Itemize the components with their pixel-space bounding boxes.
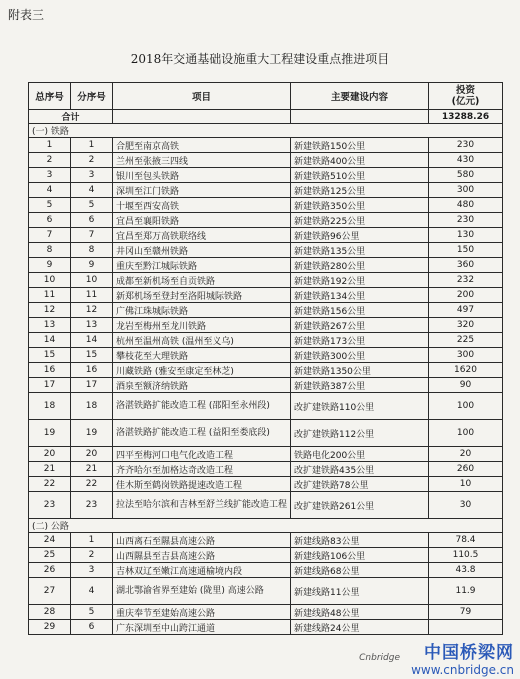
project-cell: 兰州至张掖三四线 xyxy=(113,153,291,168)
watermark-site-name: 中国桥梁网 xyxy=(424,643,514,663)
col-header-investment: 投资 (亿元) xyxy=(429,83,503,110)
total-no-cell: 22 xyxy=(29,477,71,492)
content-cell: 新建铁路350公里 xyxy=(291,198,429,213)
project-cell: 洛湛铁路扩能改造工程 (益阳至娄底段) xyxy=(113,420,291,447)
content-cell: 新建线路68公里 xyxy=(291,563,429,578)
investment-cell: 200 xyxy=(429,288,503,303)
total-no-cell: 3 xyxy=(29,168,71,183)
table-row xyxy=(29,288,503,303)
total-row xyxy=(29,110,503,124)
project-cell: 齐齐哈尔至加格达奇改造工程 xyxy=(113,462,291,477)
table-row xyxy=(29,318,503,333)
project-cell: 重庆奉节至建始高速公路 xyxy=(113,605,291,620)
content-cell: 新建铁路125公里 xyxy=(291,183,429,198)
sub-no-cell: 3 xyxy=(71,563,113,578)
total-no-cell: 26 xyxy=(29,563,71,578)
sub-no-cell: 8 xyxy=(71,243,113,258)
investment-cell: 430 xyxy=(429,153,503,168)
col-header-content: 主要建设内容 xyxy=(291,83,429,110)
investment-cell xyxy=(429,620,503,635)
project-cell: 深圳至江门铁路 xyxy=(113,183,291,198)
table-row xyxy=(29,620,503,635)
content-cell: 改扩建铁路435公里 xyxy=(291,462,429,477)
sub-no-cell: 14 xyxy=(71,333,113,348)
content-cell: 新建铁路1350公里 xyxy=(291,363,429,378)
sub-no-cell: 4 xyxy=(71,578,113,605)
table-row xyxy=(29,303,503,318)
content-cell: 新建铁路300公里 xyxy=(291,348,429,363)
total-no-cell: 10 xyxy=(29,273,71,288)
project-cell: 杭州至温州高铁 (温州至义乌) xyxy=(113,333,291,348)
content-cell: 新建铁路387公里 xyxy=(291,378,429,393)
project-cell: 湖北鄂渝省界至建始 (陇里) 高速公路 xyxy=(113,578,291,605)
project-cell: 拉法至哈尔滨和吉林至舒兰线扩能改造工程 xyxy=(113,492,291,519)
total-no-cell: 25 xyxy=(29,548,71,563)
investment-cell: 130 xyxy=(429,228,503,243)
content-cell: 新建铁路510公里 xyxy=(291,168,429,183)
sub-no-cell: 5 xyxy=(71,198,113,213)
investment-cell: 78.4 xyxy=(429,533,503,548)
content-cell: 新建线路106公里 xyxy=(291,548,429,563)
col-header-sub-no: 分序号 xyxy=(71,83,113,110)
investment-cell: 225 xyxy=(429,333,503,348)
section-title-road: (二) 公路 xyxy=(29,519,503,533)
content-cell: 新建铁路225公里 xyxy=(291,213,429,228)
table-row xyxy=(29,363,503,378)
project-cell: 成都至新机场至自贡铁路 xyxy=(113,273,291,288)
table-row xyxy=(29,393,503,420)
investment-cell: 580 xyxy=(429,168,503,183)
project-cell: 酒泉至额济纳铁路 xyxy=(113,378,291,393)
table-row xyxy=(29,258,503,273)
project-cell: 重庆至黔江城际铁路 xyxy=(113,258,291,273)
project-cell: 新郑机场至登封至洛阳城际铁路 xyxy=(113,288,291,303)
table-row xyxy=(29,153,503,168)
table-row xyxy=(29,447,503,462)
content-cell: 新建铁路173公里 xyxy=(291,333,429,348)
project-cell: 广东深圳至中山跨江通道 xyxy=(113,620,291,635)
table-row xyxy=(29,462,503,477)
investment-cell: 11.9 xyxy=(429,578,503,605)
investment-cell: 300 xyxy=(429,183,503,198)
table-row xyxy=(29,333,503,348)
content-cell: 改扩建铁路78公里 xyxy=(291,477,429,492)
total-no-cell: 11 xyxy=(29,288,71,303)
project-cell: 宜昌至襄阳铁路 xyxy=(113,213,291,228)
table-row xyxy=(29,533,503,548)
investment-cell: 79 xyxy=(429,605,503,620)
sub-no-cell: 11 xyxy=(71,288,113,303)
sub-no-cell: 6 xyxy=(71,620,113,635)
total-no-cell: 12 xyxy=(29,303,71,318)
table-row xyxy=(29,228,503,243)
watermark xyxy=(411,638,514,677)
total-no-cell: 20 xyxy=(29,447,71,462)
total-no-cell: 28 xyxy=(29,605,71,620)
sub-no-cell: 21 xyxy=(71,462,113,477)
table-row xyxy=(29,183,503,198)
content-cell: 新建铁路192公里 xyxy=(291,273,429,288)
sub-no-cell: 12 xyxy=(71,303,113,318)
project-cell: 井冈山至赣州铁路 xyxy=(113,243,291,258)
total-no-cell: 24 xyxy=(29,533,71,548)
investment-cell: 150 xyxy=(429,243,503,258)
appendix-label: 附表三 xyxy=(8,8,45,22)
watermark-logo: Cnbridge xyxy=(359,653,400,663)
table-row xyxy=(29,243,503,258)
table-row xyxy=(29,168,503,183)
investment-cell: 43.8 xyxy=(429,563,503,578)
table-row xyxy=(29,138,503,153)
content-cell: 新建铁路96公里 xyxy=(291,228,429,243)
investment-cell: 90 xyxy=(429,378,503,393)
table-row xyxy=(29,420,503,447)
sub-no-cell: 15 xyxy=(71,348,113,363)
content-cell: 新建铁路267公里 xyxy=(291,318,429,333)
section-row-railway xyxy=(29,124,503,138)
project-cell: 宜昌至郑万高铁联络线 xyxy=(113,228,291,243)
content-cell: 改扩建铁路110公里 xyxy=(291,393,429,420)
table-row xyxy=(29,563,503,578)
total-no-cell: 18 xyxy=(29,393,71,420)
sub-no-cell: 17 xyxy=(71,378,113,393)
project-cell: 银川至包头铁路 xyxy=(113,168,291,183)
content-cell: 新建线路24公里 xyxy=(291,620,429,635)
content-cell: 改扩建铁路112公里 xyxy=(291,420,429,447)
investment-cell: 230 xyxy=(429,213,503,228)
project-cell: 合肥至南京高铁 xyxy=(113,138,291,153)
investment-cell: 20 xyxy=(429,447,503,462)
sub-no-cell: 10 xyxy=(71,273,113,288)
sub-no-cell: 2 xyxy=(71,153,113,168)
sub-no-cell: 1 xyxy=(71,138,113,153)
section-title-railway: (一) 铁路 xyxy=(29,124,503,138)
investment-cell: 230 xyxy=(429,138,503,153)
content-cell: 新建铁路135公里 xyxy=(291,243,429,258)
total-value: 13288.26 xyxy=(429,110,503,124)
sub-no-cell: 2 xyxy=(71,548,113,563)
table-row xyxy=(29,213,503,228)
content-cell: 新建线路11公里 xyxy=(291,578,429,605)
total-no-cell: 8 xyxy=(29,243,71,258)
sub-no-cell: 19 xyxy=(71,420,113,447)
content-cell: 新建铁路280公里 xyxy=(291,258,429,273)
table-row xyxy=(29,492,503,519)
investment-cell: 10 xyxy=(429,477,503,492)
total-no-cell: 9 xyxy=(29,258,71,273)
sub-no-cell: 7 xyxy=(71,228,113,243)
content-cell: 新建线路48公里 xyxy=(291,605,429,620)
sub-no-cell: 3 xyxy=(71,168,113,183)
content-cell: 新建铁路134公里 xyxy=(291,288,429,303)
total-no-cell: 27 xyxy=(29,578,71,605)
investment-cell: 300 xyxy=(429,348,503,363)
sub-no-cell: 23 xyxy=(71,492,113,519)
project-cell: 佳木斯至鹤岗铁路提速改造工程 xyxy=(113,477,291,492)
watermark-url: www.cnbridge.cn xyxy=(411,663,514,677)
content-cell: 新建铁路156公里 xyxy=(291,303,429,318)
total-no-cell: 16 xyxy=(29,363,71,378)
total-no-cell: 14 xyxy=(29,333,71,348)
sub-no-cell: 18 xyxy=(71,393,113,420)
content-cell: 新建线路83公里 xyxy=(291,533,429,548)
table-row xyxy=(29,605,503,620)
total-no-cell: 6 xyxy=(29,213,71,228)
sub-no-cell: 20 xyxy=(71,447,113,462)
investment-cell: 480 xyxy=(429,198,503,213)
content-cell: 新建铁路400公里 xyxy=(291,153,429,168)
sub-no-cell: 5 xyxy=(71,605,113,620)
page-title: 2018年交通基础设施重大工程建设重点推进项目 xyxy=(130,52,390,66)
total-no-cell: 4 xyxy=(29,183,71,198)
sub-no-cell: 16 xyxy=(71,363,113,378)
table-row xyxy=(29,348,503,363)
investment-cell: 320 xyxy=(429,318,503,333)
sub-no-cell: 13 xyxy=(71,318,113,333)
investment-cell: 110.5 xyxy=(429,548,503,563)
col-header-project: 项目 xyxy=(113,83,291,110)
project-cell: 广佛江珠城际铁路 xyxy=(113,303,291,318)
total-no-cell: 15 xyxy=(29,348,71,363)
investment-cell: 100 xyxy=(429,420,503,447)
project-cell: 龙岩至梅州至龙川铁路 xyxy=(113,318,291,333)
sub-no-cell: 6 xyxy=(71,213,113,228)
total-no-cell: 29 xyxy=(29,620,71,635)
total-label: 合计 xyxy=(29,110,113,124)
total-no-cell: 13 xyxy=(29,318,71,333)
table-row xyxy=(29,477,503,492)
sub-no-cell: 4 xyxy=(71,183,113,198)
sub-no-cell: 22 xyxy=(71,477,113,492)
total-no-cell: 23 xyxy=(29,492,71,519)
sub-no-cell: 1 xyxy=(71,533,113,548)
section-row-road xyxy=(29,519,503,533)
project-cell: 攀枝花至大理铁路 xyxy=(113,348,291,363)
content-cell: 铁路电化200公里 xyxy=(291,447,429,462)
total-no-cell: 17 xyxy=(29,378,71,393)
table-row xyxy=(29,578,503,605)
table-row xyxy=(29,548,503,563)
sub-no-cell: 9 xyxy=(71,258,113,273)
project-cell: 川藏铁路 (雅安至康定至林芝) xyxy=(113,363,291,378)
total-no-cell: 7 xyxy=(29,228,71,243)
investment-cell: 497 xyxy=(429,303,503,318)
investment-cell: 232 xyxy=(429,273,503,288)
total-no-cell: 19 xyxy=(29,420,71,447)
investment-cell: 1620 xyxy=(429,363,503,378)
investment-cell: 360 xyxy=(429,258,503,273)
table-row xyxy=(29,198,503,213)
content-cell: 改扩建铁路261公里 xyxy=(291,492,429,519)
project-cell: 十堰至西安高铁 xyxy=(113,198,291,213)
project-cell: 洛湛铁路扩能改造工程 (邵阳至永州段) xyxy=(113,393,291,420)
total-no-cell: 21 xyxy=(29,462,71,477)
col-header-total-no: 总序号 xyxy=(29,83,71,110)
project-cell: 四平至梅河口电气化改造工程 xyxy=(113,447,291,462)
content-cell: 新建铁路150公里 xyxy=(291,138,429,153)
project-table xyxy=(28,82,503,635)
project-cell: 吉林双辽至嫩江高速通榆境内段 xyxy=(113,563,291,578)
total-no-cell: 2 xyxy=(29,153,71,168)
table-header-row xyxy=(29,83,503,110)
project-cell: 山西隰县至吉县高速公路 xyxy=(113,548,291,563)
table-row xyxy=(29,378,503,393)
investment-cell: 100 xyxy=(429,393,503,420)
investment-cell: 30 xyxy=(429,492,503,519)
investment-cell: 260 xyxy=(429,462,503,477)
project-cell: 山西离石至隰县高速公路 xyxy=(113,533,291,548)
table-row xyxy=(29,273,503,288)
total-no-cell: 5 xyxy=(29,198,71,213)
total-no-cell: 1 xyxy=(29,138,71,153)
